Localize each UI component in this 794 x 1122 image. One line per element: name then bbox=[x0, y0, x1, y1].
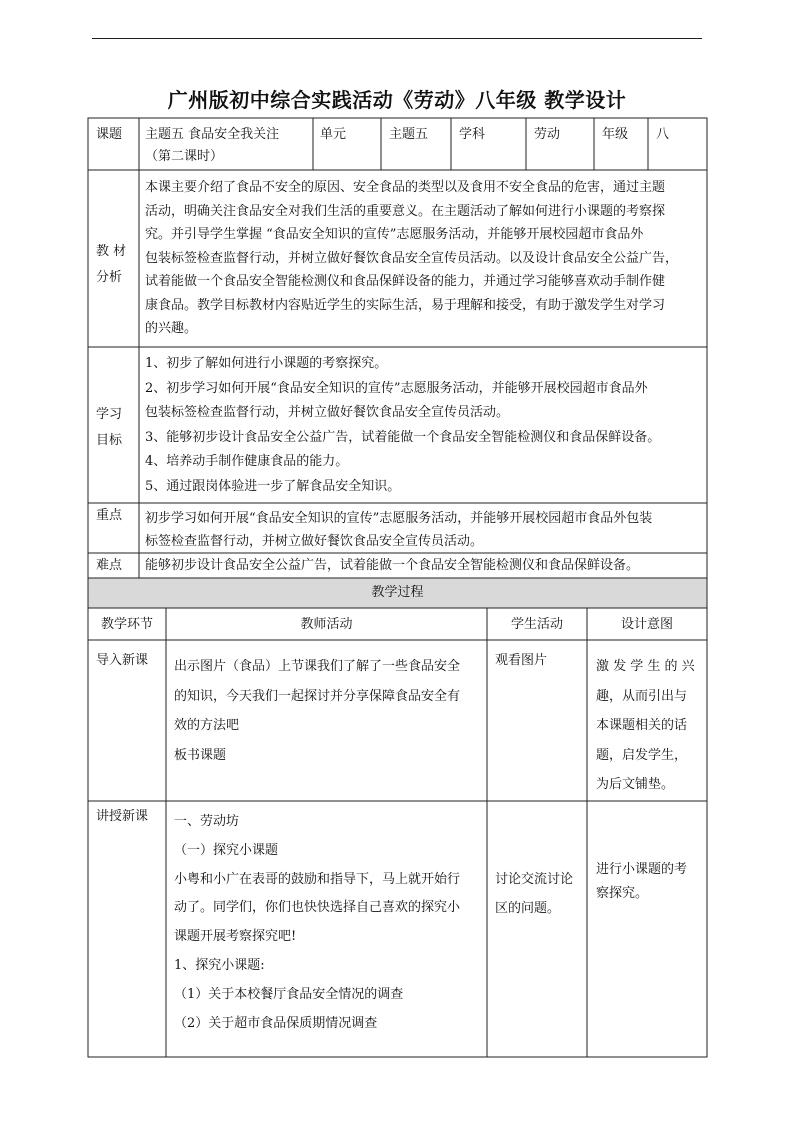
student-activity-teaching bbox=[495, 866, 573, 924]
analysis-label-line1: 教 材 bbox=[96, 244, 127, 259]
objectives-label bbox=[96, 402, 122, 454]
design-intent-intro bbox=[596, 652, 704, 800]
grade-value: 八 bbox=[656, 127, 670, 142]
key-points-text bbox=[145, 507, 705, 553]
analysis-line: 试着能做一个食品安全智能检测仪和食品保鲜设备的能力，并通过学习能够喜欢动手制作健 bbox=[145, 274, 666, 289]
col-teacher-header: 教师活动 bbox=[300, 617, 353, 632]
teacher-activity-intro bbox=[174, 652, 484, 770]
objective-line: 1、初步了解如何进行小课题的考察探究。 bbox=[145, 356, 388, 371]
teacher-activity-line: 的知识，今天我们一起探讨并分享保障食品安全有 bbox=[174, 688, 461, 704]
difficulties-label: 难点 bbox=[96, 558, 123, 573]
topic-label: 课题 bbox=[96, 127, 123, 142]
design-intent-line: 为后文铺垫。 bbox=[596, 777, 675, 792]
subject-label: 学科 bbox=[459, 127, 486, 142]
objectives-label-line1: 学习 bbox=[96, 407, 123, 422]
col-intent-header: 设计意图 bbox=[620, 617, 673, 632]
col-student-header: 学生活动 bbox=[510, 617, 563, 632]
teacher-activity-line: 1、探究小课题: bbox=[174, 957, 265, 973]
difficulty-line: 能够初步设计食品安全公益广告，试着能做一个食品安全智能检测仪和食品保鲜设备。 bbox=[145, 558, 640, 573]
analysis-line: 活动，明确关注食品安全对我们生活的重要意义。在主题活动了解如何进行小课题的考察探 bbox=[145, 203, 666, 219]
stage-intro: 导入新课 bbox=[96, 653, 149, 668]
analysis-label bbox=[96, 239, 126, 291]
stage-teaching: 讲授新课 bbox=[96, 809, 149, 824]
design-intent-line: 本课题相关的话 bbox=[596, 718, 688, 733]
unit-label: 单元 bbox=[320, 127, 347, 142]
unit-value: 主题五 bbox=[389, 127, 429, 142]
teacher-activity-line: （一）探究小课题 bbox=[174, 842, 279, 858]
analysis-line: 究。并引导学生掌握 “食品安全知识的宣传”志愿服务活动，并能够开展校园超市食品外 bbox=[145, 227, 644, 242]
teacher-activity-line: （2）关于超市食品保质期情况调查 bbox=[174, 1015, 378, 1031]
teacher-activity-line: 课题开展考察探究吧! bbox=[174, 929, 297, 945]
analysis-line: 包装标签检查监督行动，并树立做好餐饮食品安全宣传员活动。以及设计食品安全公益广告， bbox=[145, 250, 679, 266]
objective-line: 3、能够初步设计食品安全公益广告，试着能做一个食品安全智能检测仪和食品保鲜设备。 bbox=[145, 429, 661, 445]
teacher-activity-line: 小粤和小广在表哥的鼓励和指导下，马上就开始行 bbox=[174, 871, 461, 887]
design-intent-line: 趣，从而引出与 bbox=[596, 688, 688, 704]
objective-line: 包装标签检查监督行动，并树立做好餐饮食品安全宣传员活动。 bbox=[145, 405, 510, 421]
analysis-line: 的兴趣。 bbox=[145, 321, 198, 336]
col-stage-header: 教学环节 bbox=[100, 617, 153, 632]
design-intent-line: 题，启发学生， bbox=[596, 747, 688, 763]
process-header: 教学过程 bbox=[371, 585, 424, 600]
student-activity-intro: 观看图片 bbox=[495, 653, 548, 668]
objective-line: 5、通过跟岗体验进一步了解食品安全知识。 bbox=[145, 478, 401, 494]
design-intent-line: 进行小课题的考 bbox=[596, 862, 688, 877]
analysis-text bbox=[145, 176, 705, 341]
objectives-label-line2: 目标 bbox=[96, 433, 123, 448]
analysis-label-line2: 分析 bbox=[96, 270, 123, 285]
design-intent-line: 激 发 学 生 的 兴 bbox=[596, 659, 695, 674]
teacher-activity-line: 出示图片（食品）上节课我们了解了一些食品安全 bbox=[174, 659, 461, 674]
topic-value-line2: （第二课时） bbox=[145, 149, 224, 164]
teacher-activity-line: 效的方法吧 bbox=[174, 718, 240, 733]
objective-line: 4、培养动手制作健康食品的能力。 bbox=[145, 454, 349, 470]
student-activity-line: 讨论交流讨论 bbox=[495, 872, 574, 887]
key-point-line: 初步学习如何开展“食品安全知识的宣传”志愿服务活动，并能够开展校园超市食品外包装 bbox=[145, 511, 653, 526]
teacher-activity-line: （1）关于本校餐厅食品安全情况的调查 bbox=[174, 986, 404, 1002]
subject-value: 劳动 bbox=[534, 127, 561, 142]
objectives-text bbox=[145, 352, 705, 500]
analysis-line: 本课主要介绍了食品不安全的原因、安全食品的类型以及食用不安全食品的危害，通过主题 bbox=[145, 180, 666, 195]
teacher-activity-teaching bbox=[174, 808, 484, 1038]
topic-value bbox=[145, 126, 311, 166]
student-activity-line: 区的问题。 bbox=[495, 900, 561, 916]
analysis-line: 康食品。教学目标教材内容贴近学生的实际生活，易于理解和接受，有助于激发学生对学习 bbox=[145, 297, 666, 313]
design-intent-line: 察探究。 bbox=[596, 886, 649, 901]
teacher-activity-line: 一、劳动坊 bbox=[174, 814, 240, 829]
difficulties-text bbox=[145, 557, 705, 575]
key-point-line: 标签检查监督行动，并树立做好餐饮食品安全宣传员活动。 bbox=[145, 534, 484, 549]
grade-label: 年级 bbox=[602, 127, 629, 142]
teacher-activity-line: 板书课题 bbox=[174, 747, 227, 763]
page-title: 广州版初中综合实践活动《劳动》八年级 教学设计 bbox=[167, 88, 627, 112]
objective-line: 2、初步学习如何开展“食品安全知识的宣传”志愿服务活动，并能够开展校园超市食品外 bbox=[145, 380, 648, 396]
teacher-activity-line: 动了。同学们，你们也快快选择自己喜欢的探究小 bbox=[174, 900, 461, 916]
topic-value-line1: 主题五 食品安全我关注 bbox=[145, 127, 280, 142]
key-points-label: 重点 bbox=[96, 508, 123, 523]
design-intent-teaching bbox=[596, 858, 687, 906]
